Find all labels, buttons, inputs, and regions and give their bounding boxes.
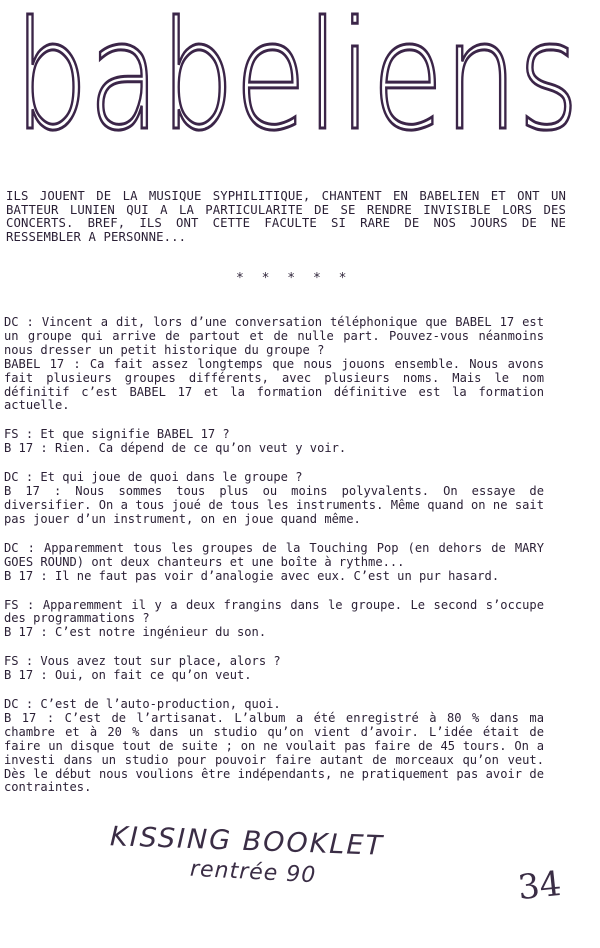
question: FS : Apparemment il y a deux frangins dans le groupe. Le second s’occupe des programmations ? bbox=[4, 597, 544, 626]
answer: B 17 : C’est de l’artisanat. L’album a été enregistré à 80 % dans ma chambre et à 20 % dans un studio qu’on vient d’avoir. L’idée était de faire un disque tout de suite ; on ne voulait pas faire de 45 tours. On a investi dans un studio pour pouvoir faire autant de morceaux qu’on veut. Dès le début nous voulions être indépendants, ne pratiquement pas avoir de contraintes. bbox=[4, 710, 544, 795]
qa-block bbox=[4, 316, 544, 413]
qa-block bbox=[4, 471, 544, 527]
handwritten-date-note: rentrée 90 bbox=[189, 856, 317, 889]
question: FS : Vous avez tout sur place, alors ? bbox=[4, 654, 281, 669]
separator: * * * * * bbox=[236, 271, 352, 286]
question: DC : Apparemment tous les groupes de la Touching Pop (en dehors de MARY GOES ROUND) ont deux chanteurs et une boîte à rythme... bbox=[4, 540, 544, 569]
intro-paragraph: ILS JOUENT DE LA MUSIQUE SYPHILITIQUE, CHANTENT EN BABELIEN ET ONT UN BATTEUR LUNIEN QUI A LA PARTICULARITE DE SE RENDRE INVISIBLE LORS DES CONCERTS. BREF, ILS ONT CETTE FACULTE SI RARE DE NOS JOURS DE NE RESSEMBLER A PERSONNE... bbox=[6, 189, 566, 244]
answer: BABEL 17 : Ca fait assez longtemps que nous jouons ensemble. Nous avons fait plusieurs groupes différents, avec plusieurs noms. Mais le nom définitif c’est BABEL 17 et la formation définitive est la formation actuelle. bbox=[4, 356, 544, 413]
answer: B 17 : C’est notre ingénieur du son. bbox=[4, 625, 267, 640]
qa-block bbox=[4, 428, 544, 456]
qa-block bbox=[4, 698, 544, 795]
answer: B 17 : Il ne faut pas voir d’analogie avec eux. C’est un pur hasard. bbox=[4, 568, 500, 583]
qa-block bbox=[4, 655, 544, 683]
masthead bbox=[0, 0, 600, 160]
interview bbox=[4, 316, 544, 810]
question: DC : Vincent a dit, lors d’une conversation téléphonique que BABEL 17 est un groupe qui arrive de partout et de nulle part. Pouvez-vous néanmoins nous dresser un petit historique du groupe ? bbox=[4, 315, 544, 357]
answer: B 17 : Oui, on fait ce qu’on veut. bbox=[4, 668, 252, 683]
question: FS : Et que signifie BABEL 17 ? bbox=[4, 427, 230, 442]
page-number: 34 bbox=[516, 863, 564, 909]
question: DC : Et qui joue de quoi dans le groupe ? bbox=[4, 470, 303, 485]
masthead-title: babeliens bbox=[14, 0, 579, 160]
handwritten-booklet-note: KISSING BOOKLET bbox=[109, 821, 385, 862]
answer: B 17 : Nous sommes tous plus ou moins polyvalents. On essaye de diversifier. On a tous joué de tous les instruments. Même quand on ne sait pas jouer d’un instrument, on en joue quand même. bbox=[4, 484, 544, 526]
question: DC : C’est de l’auto-production, quoi. bbox=[4, 697, 281, 712]
qa-block bbox=[4, 599, 544, 641]
answer: B 17 : Rien. Ca dépend de ce qu’on veut y voir. bbox=[4, 441, 347, 456]
qa-block bbox=[4, 542, 544, 584]
